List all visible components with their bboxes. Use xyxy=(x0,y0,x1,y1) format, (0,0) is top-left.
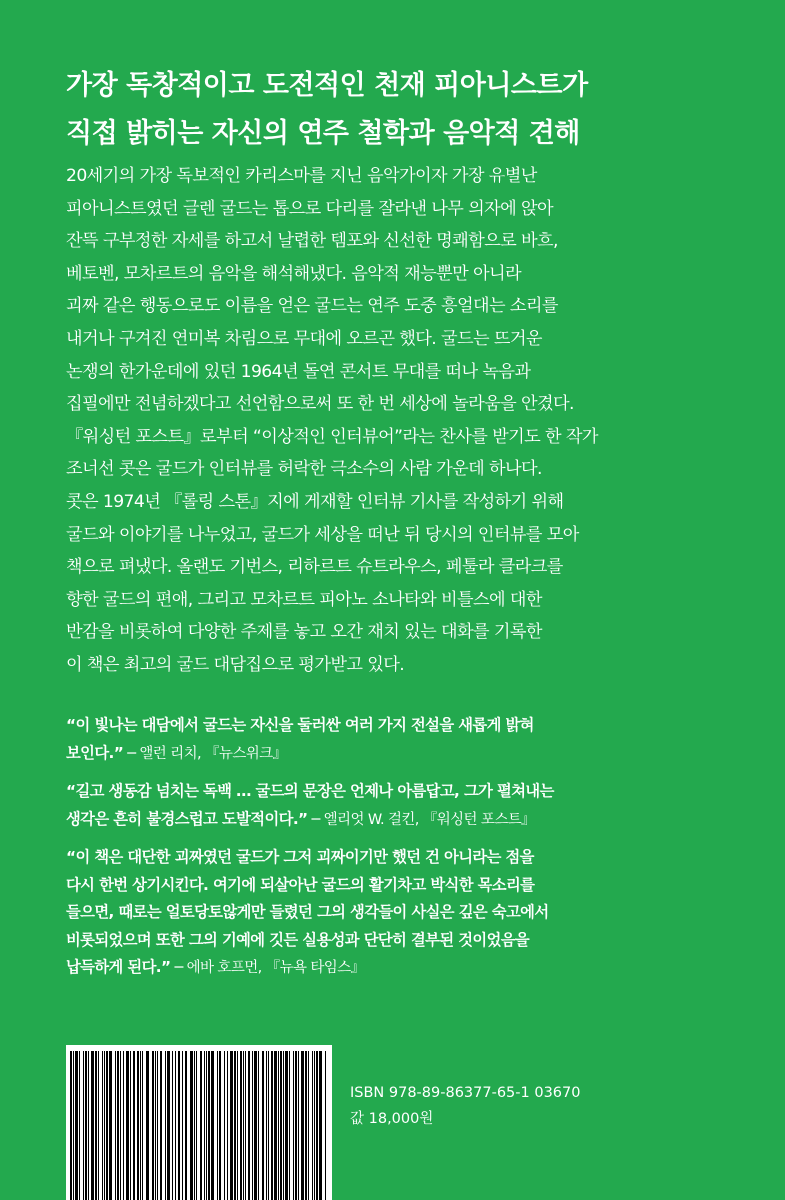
barcode-bar xyxy=(301,1051,304,1200)
barcode-icon xyxy=(66,1045,332,1200)
barcode-bar xyxy=(278,1051,279,1200)
barcode-bar xyxy=(120,1051,121,1200)
price: 값 18,000원 xyxy=(350,1111,434,1127)
barcode-bar xyxy=(312,1051,313,1200)
barcode-bar xyxy=(142,1051,143,1200)
barcode-bar xyxy=(266,1051,267,1200)
barcode-bar xyxy=(196,1051,197,1200)
barcode-bar xyxy=(258,1051,259,1200)
barcode-bar xyxy=(248,1051,250,1200)
barcode-bar xyxy=(227,1051,228,1200)
description-line: 책으로 펴냈다. 올랜도 기번스, 리하르트 슈트라우스, 페툴라 클라크를 xyxy=(66,557,563,578)
description-line: 굴드와 이야기를 나누었고, 굴드가 세상을 떠난 뒤 당시의 인터뷰를 모아 xyxy=(66,524,579,545)
barcode-bar xyxy=(109,1051,112,1200)
quote-line: 보인다.” xyxy=(66,743,124,762)
description-line: 내거나 구겨진 연미복 차림으로 무대에 오르곤 했다. 굴드는 뜨거운 xyxy=(66,328,542,349)
barcode-bar xyxy=(175,1051,176,1200)
barcode-bar xyxy=(234,1051,236,1200)
barcode-bar xyxy=(240,1051,242,1200)
barcode-bar xyxy=(293,1051,294,1200)
barcode-bar xyxy=(70,1051,72,1200)
barcode-bar xyxy=(319,1051,322,1200)
quote-line: “이 책은 대단한 괴짜였던 굴드가 그저 괴짜이기만 했던 건 아니라는 점을 xyxy=(66,848,534,866)
review-quote xyxy=(66,712,756,768)
description-line: 피아니스트였던 글렌 굴드는 톱으로 다리를 잘라낸 나무 의자에 앉아 xyxy=(66,198,553,219)
description-line: 향한 굴드의 편애, 그리고 모차르트 피아노 소나타와 비틀스에 대한 xyxy=(66,589,542,610)
barcode-bar xyxy=(85,1051,87,1200)
description-line: 집필에만 전념하겠다고 선언함으로써 또 한 번 세상에 놀라움을 안겼다. xyxy=(66,394,574,415)
barcode-bar xyxy=(295,1051,297,1200)
description-line: 조너선 콧은 굴드가 인터뷰를 허락한 극소수의 사람 가운데 하나다. xyxy=(66,459,542,480)
barcode-bar xyxy=(298,1051,299,1200)
barcode-bar xyxy=(106,1051,108,1200)
barcode-bar xyxy=(140,1051,141,1200)
review-quotes xyxy=(66,712,756,993)
description-line: 20세기의 가장 독보적인 카리스마를 지닌 음악가이자 가장 유별난 xyxy=(66,166,537,186)
barcode-bar xyxy=(274,1051,277,1200)
barcode-bar xyxy=(314,1051,315,1200)
barcode-bar xyxy=(117,1051,119,1200)
barcode-bar xyxy=(95,1051,97,1200)
barcode-bar xyxy=(126,1051,129,1200)
isbn-block xyxy=(350,1080,580,1132)
barcode-bar xyxy=(194,1051,195,1200)
description-line: 반감을 비롯하여 다양한 주제를 놓고 오간 재치 있는 대화를 기록한 xyxy=(66,622,542,643)
description-line: 이 책은 최고의 굴드 대담집으로 평가받고 있다. xyxy=(66,654,405,675)
barcode-bar xyxy=(152,1051,154,1200)
description-line: 잔뜩 구부정한 자세를 하고서 날렵한 템포와 신선한 명쾌함으로 바흐, xyxy=(66,231,558,252)
barcode-bar xyxy=(316,1051,318,1200)
barcode-bar xyxy=(130,1051,131,1200)
review-quote xyxy=(66,844,756,983)
quote-source: ─ 에바 호프먼, 『뉴욕 타임스』 xyxy=(170,960,365,976)
headline-line-1: 가장 독창적이고 도전적인 천재 피아니스트가 xyxy=(66,70,588,101)
barcode-bar xyxy=(91,1051,94,1200)
barcode-bar xyxy=(104,1051,105,1200)
barcode-bar xyxy=(230,1051,233,1200)
quote-line: 들으면, 때로는 얼토당토않게만 들렸던 그의 생각들이 사실은 깊은 숙고에서 xyxy=(66,903,549,921)
barcode-bar xyxy=(167,1051,170,1200)
barcode-bar xyxy=(252,1051,253,1200)
barcode-bar xyxy=(254,1051,257,1200)
barcode-bar xyxy=(83,1051,84,1200)
barcode-bar xyxy=(206,1051,207,1200)
barcode-bar xyxy=(271,1051,273,1200)
barcode-bar xyxy=(245,1051,246,1200)
description xyxy=(66,160,756,682)
barcode-bar xyxy=(123,1051,124,1200)
barcode-bar xyxy=(178,1051,180,1200)
quote-line: 다시 한번 상기시킨다. 여기에 되살아난 굴드의 활기차고 박식한 목소리를 xyxy=(66,875,535,894)
barcode-bar xyxy=(79,1051,80,1200)
barcode-bar xyxy=(172,1051,173,1200)
review-quote xyxy=(66,778,756,834)
headline xyxy=(66,62,746,158)
barcode-bar xyxy=(305,1051,307,1200)
barcode-bar xyxy=(88,1051,89,1200)
barcode-bar xyxy=(190,1051,193,1200)
barcode-bar xyxy=(224,1051,225,1200)
barcode-bar xyxy=(219,1051,221,1200)
quote-line: 납득하게 된다.” xyxy=(66,958,171,976)
barcode-bar xyxy=(243,1051,244,1200)
barcode-bar xyxy=(165,1051,166,1200)
barcode-bar xyxy=(155,1051,156,1200)
barcode-bar xyxy=(204,1051,205,1200)
barcode-bar xyxy=(75,1051,78,1200)
quote-source: ─ 앨런 리치, 『뉴스위크』 xyxy=(123,745,287,762)
barcode-bar xyxy=(200,1051,202,1200)
quote-source: ─ 엘리엇 W. 걸킨, 『워싱턴 포스트』 xyxy=(307,811,536,828)
barcode-bar xyxy=(289,1051,290,1200)
barcode-bar xyxy=(308,1051,309,1200)
isbn: ISBN 978-89-86377-65-1 03670 xyxy=(350,1085,581,1101)
barcode-bar xyxy=(157,1051,158,1200)
barcode xyxy=(66,1045,332,1200)
barcode-bar xyxy=(325,1051,326,1200)
barcode-bar xyxy=(137,1051,139,1200)
quote-line: “이 빛나는 대담에서 굴드는 자신을 둘러싼 여러 가지 전설을 새롭게 밝혀 xyxy=(66,716,534,734)
barcode-bar xyxy=(280,1051,282,1200)
barcode-bar xyxy=(73,1051,74,1200)
quote-line: 비롯되었으며 또한 그의 기예에 깃든 실용성과 단단히 결부된 것이었음을 xyxy=(66,930,530,949)
barcode-bar xyxy=(98,1051,99,1200)
description-line: 논쟁의 한가운데에 있던 1964년 돌연 콘서트 무대를 떠나 녹음과 xyxy=(66,361,531,382)
barcode-bar xyxy=(285,1051,288,1200)
barcode-bar xyxy=(182,1051,183,1200)
barcode-bar xyxy=(102,1051,103,1200)
barcode-bar xyxy=(283,1051,284,1200)
quote-line: “길고 생동감 넘치는 독백 … 굴드의 문장은 언제나 아름답고, 그가 펼쳐내는 xyxy=(66,782,554,800)
barcode-bar xyxy=(208,1051,210,1200)
barcode-bar xyxy=(146,1051,149,1200)
barcode-bar xyxy=(262,1051,264,1200)
barcode-bar xyxy=(133,1051,135,1200)
barcode-bar xyxy=(160,1051,162,1200)
barcode-bar xyxy=(115,1051,116,1200)
barcode-bar xyxy=(237,1051,238,1200)
barcode-bar xyxy=(217,1051,218,1200)
description-line: 콧은 1974년 『롤링 스톤』지에 게재할 인터뷰 기사를 작성하기 위해 xyxy=(66,491,564,512)
headline-line-2: 직접 밝히는 자신의 연주 철학과 음악적 견해 xyxy=(66,118,580,149)
barcode-bar xyxy=(211,1051,214,1200)
barcode-bar xyxy=(185,1051,187,1200)
description-line: 괴짜 같은 행동으로도 이름을 얻은 굴드는 연주 도중 흥얼대는 소리를 xyxy=(66,296,558,317)
barcode-bar xyxy=(268,1051,269,1200)
description-line: 베토벤, 모차르트의 음악을 해석해냈다. 음악적 재능뿐만 아니라 xyxy=(66,263,521,284)
quote-line: 생각은 흔히 불경스럽고 도발적이다.” xyxy=(66,809,308,828)
description-line: 『워싱턴 포스트』로부터 “이상적인 인터뷰어”라는 찬사를 받기도 한 작가 xyxy=(66,426,598,447)
